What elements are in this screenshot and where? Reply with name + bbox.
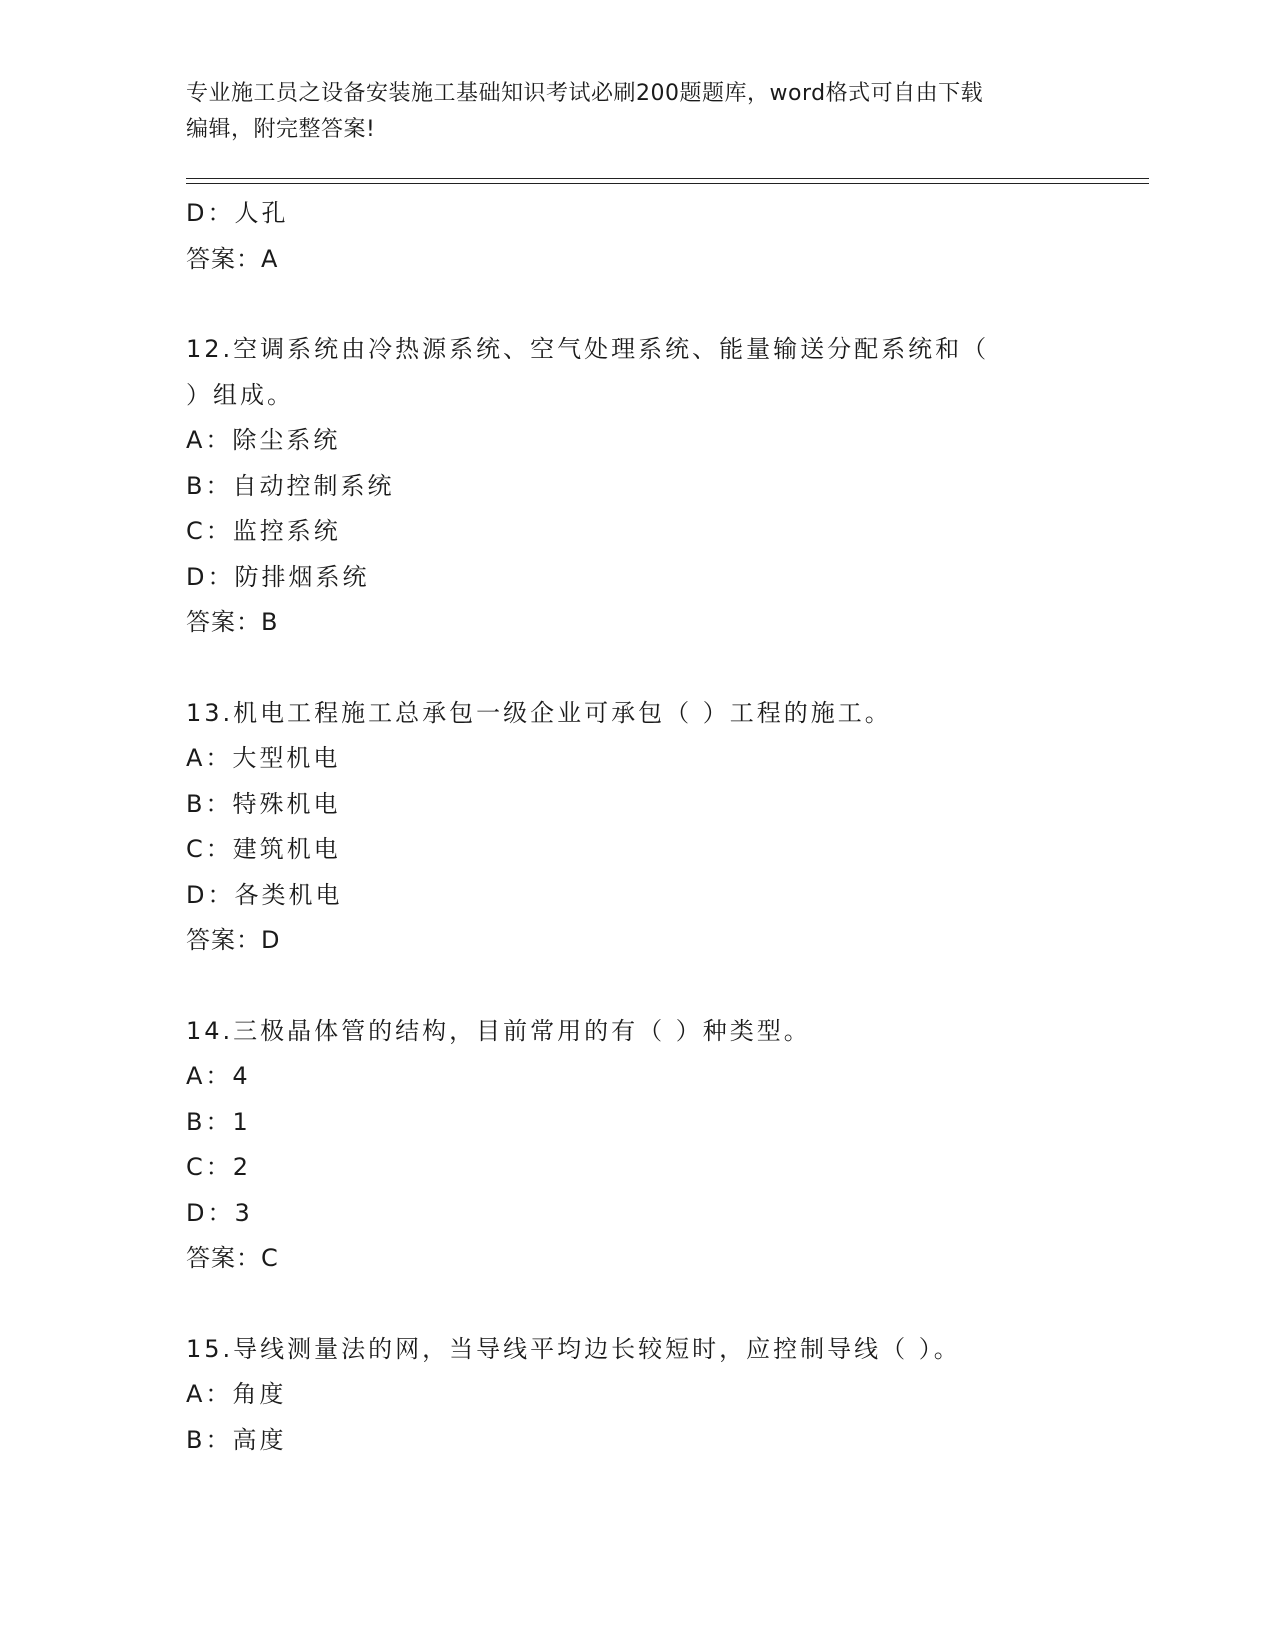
option-b: B：1 — [186, 1107, 251, 1136]
question-14 — [186, 1009, 1146, 1282]
answer-line: 答案：C — [186, 1244, 279, 1272]
option-d: D：防排烟系统 — [186, 562, 370, 591]
question-15 — [186, 1327, 1146, 1464]
answer-line: 答案：B — [186, 608, 279, 636]
option-c: C：建筑机电 — [186, 835, 341, 863]
question-13 — [186, 691, 1146, 964]
spacer — [186, 646, 1146, 691]
option-b: B：高度 — [186, 1425, 287, 1454]
question-text: 15.导线测量法的网，当导线平均边长较短时，应控制导线（ ）。 — [186, 1334, 961, 1363]
header-title-line2: 编辑，附完整答案! — [186, 117, 376, 142]
option-b: B：特殊机电 — [186, 789, 341, 818]
spacer — [186, 282, 1146, 327]
question-12 — [186, 327, 1146, 646]
header-rule-top — [186, 178, 1149, 179]
spacer — [186, 964, 1146, 1009]
question-text-cont: ）组成。 — [186, 380, 294, 409]
question-text: 13.机电工程施工总承包一级企业可承包（ ）工程的施工。 — [186, 698, 892, 727]
option-c: C：监控系统 — [186, 517, 341, 545]
option-d: D：人孔 — [186, 199, 289, 227]
option-a: A：除尘系统 — [186, 426, 341, 454]
option-a: A：4 — [186, 1062, 251, 1090]
answer-line: 答案：A — [186, 244, 279, 273]
header-rule-bottom — [186, 183, 1149, 184]
document-body — [186, 191, 1146, 1463]
option-d: D：3 — [186, 1198, 253, 1227]
question-text: 12.空调系统由冷热源系统、空气处理系统、能量输送分配系统和（ — [186, 335, 990, 363]
option-b: B：自动控制系统 — [186, 471, 395, 500]
option-a: A：大型机电 — [186, 744, 341, 772]
option-a: A：角度 — [186, 1380, 287, 1408]
answer-line: 答案：D — [186, 926, 281, 954]
question-text: 14.三极晶体管的结构，目前常用的有（ ）种类型。 — [186, 1016, 811, 1045]
header-title-line1: 专业施工员之设备安装施工基础知识考试必刷200题题库，word格式可自由下载 — [186, 81, 984, 106]
option-c: C：2 — [186, 1153, 252, 1181]
document-header — [186, 76, 1086, 148]
option-d: D：各类机电 — [186, 880, 343, 909]
spacer — [186, 1282, 1146, 1327]
